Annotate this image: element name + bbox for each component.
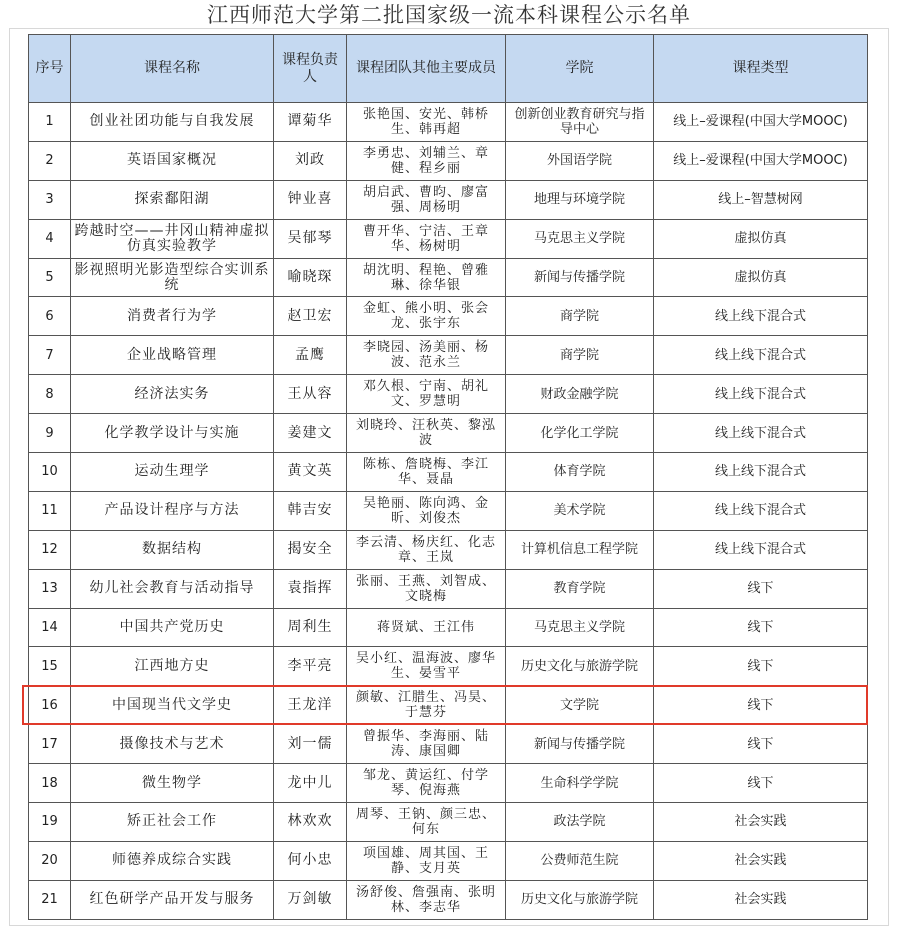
cell-index: 21 xyxy=(29,880,71,919)
cell-index: 20 xyxy=(29,841,71,880)
cell-type: 线上–爱课程(中国大学MOOC) xyxy=(654,103,868,142)
cell-leader: 周利生 xyxy=(274,608,347,647)
cell-course: 英语国家概况 xyxy=(71,141,274,180)
table-row xyxy=(29,686,868,725)
cell-type: 社会实践 xyxy=(654,841,868,880)
cell-leader: 姜建文 xyxy=(274,414,347,453)
cell-college: 商学院 xyxy=(506,336,654,375)
cell-college: 生命科学学院 xyxy=(506,764,654,803)
cell-course: 摄像技术与艺术 xyxy=(71,725,274,764)
cell-type: 线下 xyxy=(654,686,868,725)
header-team: 课程团队其他主要成员 xyxy=(347,35,506,103)
cell-team: 邓久根、宁南、胡礼文、罗慧明 xyxy=(347,375,506,414)
table-row xyxy=(29,803,868,842)
table-row xyxy=(29,530,868,569)
cell-team: 周琴、王钠、颜三忠、何东 xyxy=(347,803,506,842)
cell-college: 商学院 xyxy=(506,297,654,336)
cell-team: 胡启武、曹昀、廖富强、周杨明 xyxy=(347,180,506,219)
cell-college: 外国语学院 xyxy=(506,141,654,180)
cell-type: 线下 xyxy=(654,608,868,647)
table-row xyxy=(29,647,868,686)
cell-college: 化学化工学院 xyxy=(506,414,654,453)
cell-leader: 刘政 xyxy=(274,141,347,180)
table-row xyxy=(29,569,868,608)
cell-team: 汤舒俊、詹强南、张明林、李志华 xyxy=(347,880,506,919)
cell-type: 线上线下混合式 xyxy=(654,375,868,414)
table-row xyxy=(29,414,868,453)
cell-course: 江西地方史 xyxy=(71,647,274,686)
cell-leader: 龙中儿 xyxy=(274,764,347,803)
cell-leader: 万剑敏 xyxy=(274,880,347,919)
cell-leader: 揭安全 xyxy=(274,530,347,569)
cell-index: 13 xyxy=(29,569,71,608)
cell-course: 中国现当代文学史 xyxy=(71,686,274,725)
cell-index: 10 xyxy=(29,453,71,492)
header-type: 课程类型 xyxy=(654,35,868,103)
cell-leader: 何小忠 xyxy=(274,841,347,880)
cell-index: 14 xyxy=(29,608,71,647)
cell-leader: 孟鹰 xyxy=(274,336,347,375)
table-row xyxy=(29,375,868,414)
cell-college: 教育学院 xyxy=(506,569,654,608)
cell-type: 线上–智慧树网 xyxy=(654,180,868,219)
cell-type: 线上线下混合式 xyxy=(654,414,868,453)
cell-course: 红色研学产品开发与服务 xyxy=(71,880,274,919)
cell-course: 消费者行为学 xyxy=(71,297,274,336)
cell-type: 线下 xyxy=(654,764,868,803)
page-title: 江西师范大学第二批国家级一流本科课程公示名单 xyxy=(207,3,691,27)
cell-leader: 李平亮 xyxy=(274,647,347,686)
cell-leader: 吴郁琴 xyxy=(274,219,347,258)
cell-index: 8 xyxy=(29,375,71,414)
cell-index: 1 xyxy=(29,103,71,142)
cell-course: 影视照明光影造型综合实训系统 xyxy=(71,258,274,297)
cell-index: 6 xyxy=(29,297,71,336)
header-course: 课程名称 xyxy=(71,35,274,103)
cell-leader: 林欢欢 xyxy=(274,803,347,842)
cell-type: 线下 xyxy=(654,569,868,608)
cell-college: 历史文化与旅游学院 xyxy=(506,647,654,686)
cell-team: 金虹、熊小明、张会龙、张宇东 xyxy=(347,297,506,336)
table-row xyxy=(29,841,868,880)
cell-course: 化学教学设计与实施 xyxy=(71,414,274,453)
course-table xyxy=(28,34,868,920)
table-row xyxy=(29,180,868,219)
cell-type: 线下 xyxy=(654,647,868,686)
table-row xyxy=(29,258,868,297)
table-row xyxy=(29,141,868,180)
cell-type: 线上线下混合式 xyxy=(654,453,868,492)
cell-college: 新闻与传播学院 xyxy=(506,725,654,764)
cell-team: 颜敏、江腊生、冯昊、于慧芬 xyxy=(347,686,506,725)
cell-college: 公费师范生院 xyxy=(506,841,654,880)
cell-college: 财政金融学院 xyxy=(506,375,654,414)
cell-leader: 喻晓琛 xyxy=(274,258,347,297)
cell-course: 探索鄱阳湖 xyxy=(71,180,274,219)
cell-course: 运动生理学 xyxy=(71,453,274,492)
cell-index: 15 xyxy=(29,647,71,686)
header-college: 学院 xyxy=(506,35,654,103)
cell-college: 美术学院 xyxy=(506,491,654,530)
cell-team: 李云清、杨庆红、化志章、王岚 xyxy=(347,530,506,569)
cell-course: 创业社团功能与自我发展 xyxy=(71,103,274,142)
cell-index: 17 xyxy=(29,725,71,764)
cell-course: 微生物学 xyxy=(71,764,274,803)
table-header-row xyxy=(29,35,868,103)
cell-college: 政法学院 xyxy=(506,803,654,842)
cell-college: 历史文化与旅游学院 xyxy=(506,880,654,919)
cell-team: 刘晓玲、汪秋英、黎泓波 xyxy=(347,414,506,453)
cell-index: 3 xyxy=(29,180,71,219)
cell-team: 邹龙、黄运红、付学琴、倪海燕 xyxy=(347,764,506,803)
cell-type: 社会实践 xyxy=(654,803,868,842)
cell-index: 7 xyxy=(29,336,71,375)
cell-type: 线下 xyxy=(654,725,868,764)
cell-course: 产品设计程序与方法 xyxy=(71,491,274,530)
cell-course: 经济法实务 xyxy=(71,375,274,414)
cell-team: 项国雄、周其国、王静、支月英 xyxy=(347,841,506,880)
cell-college: 马克思主义学院 xyxy=(506,219,654,258)
cell-course: 企业战略管理 xyxy=(71,336,274,375)
table-row xyxy=(29,764,868,803)
header-index: 序号 xyxy=(29,35,71,103)
table-row xyxy=(29,608,868,647)
cell-team: 曹开华、宁洁、王章华、杨树明 xyxy=(347,219,506,258)
cell-college: 新闻与传播学院 xyxy=(506,258,654,297)
cell-type: 线上线下混合式 xyxy=(654,530,868,569)
cell-team: 张艳国、安光、韩桥生、韩再超 xyxy=(347,103,506,142)
cell-team: 李晓园、汤美丽、杨波、范永兰 xyxy=(347,336,506,375)
cell-leader: 袁指挥 xyxy=(274,569,347,608)
cell-type: 线上线下混合式 xyxy=(654,491,868,530)
cell-type: 线上线下混合式 xyxy=(654,336,868,375)
cell-leader: 谭菊华 xyxy=(274,103,347,142)
cell-team: 李勇忠、刘辅兰、章健、程乡丽 xyxy=(347,141,506,180)
cell-type: 虚拟仿真 xyxy=(654,219,868,258)
cell-type: 社会实践 xyxy=(654,880,868,919)
cell-leader: 韩吉安 xyxy=(274,491,347,530)
cell-course: 幼儿社会教育与活动指导 xyxy=(71,569,274,608)
cell-college: 创新创业教育研究与指导中心 xyxy=(506,103,654,142)
cell-index: 12 xyxy=(29,530,71,569)
table-row xyxy=(29,336,868,375)
cell-college: 体育学院 xyxy=(506,453,654,492)
cell-course: 师德养成综合实践 xyxy=(71,841,274,880)
cell-index: 4 xyxy=(29,219,71,258)
table-row xyxy=(29,297,868,336)
cell-team: 陈栋、詹晓梅、李江华、聂晶 xyxy=(347,453,506,492)
table-row xyxy=(29,103,868,142)
table-row xyxy=(29,453,868,492)
cell-leader: 王从容 xyxy=(274,375,347,414)
table-row xyxy=(29,725,868,764)
cell-team: 吴艳丽、陈向鸿、金昕、刘俊杰 xyxy=(347,491,506,530)
cell-team: 胡沈明、程艳、曾雅琳、徐华银 xyxy=(347,258,506,297)
cell-leader: 赵卫宏 xyxy=(274,297,347,336)
cell-index: 18 xyxy=(29,764,71,803)
cell-course: 数据结构 xyxy=(71,530,274,569)
header-leader: 课程负责人 xyxy=(274,35,347,103)
cell-course: 矫正社会工作 xyxy=(71,803,274,842)
cell-course: 跨越时空——井冈山精神虚拟仿真实验教学 xyxy=(71,219,274,258)
cell-college: 文学院 xyxy=(506,686,654,725)
cell-index: 5 xyxy=(29,258,71,297)
cell-leader: 黄文英 xyxy=(274,453,347,492)
cell-team: 曾振华、李海丽、陆涛、康国卿 xyxy=(347,725,506,764)
cell-type: 线上线下混合式 xyxy=(654,297,868,336)
table-row xyxy=(29,219,868,258)
cell-team: 蒋贤斌、王江伟 xyxy=(347,608,506,647)
cell-index: 11 xyxy=(29,491,71,530)
cell-index: 2 xyxy=(29,141,71,180)
cell-team: 吴小红、温海波、廖华生、晏雪平 xyxy=(347,647,506,686)
cell-index: 19 xyxy=(29,803,71,842)
cell-leader: 王龙洋 xyxy=(274,686,347,725)
cell-type: 虚拟仿真 xyxy=(654,258,868,297)
cell-leader: 钟业喜 xyxy=(274,180,347,219)
cell-index: 9 xyxy=(29,414,71,453)
table-row xyxy=(29,880,868,919)
cell-leader: 刘一儒 xyxy=(274,725,347,764)
cell-index: 16 xyxy=(29,686,71,725)
cell-course: 中国共产党历史 xyxy=(71,608,274,647)
cell-college: 马克思主义学院 xyxy=(506,608,654,647)
cell-type: 线上–爱课程(中国大学MOOC) xyxy=(654,141,868,180)
cell-college: 计算机信息工程学院 xyxy=(506,530,654,569)
cell-college: 地理与环境学院 xyxy=(506,180,654,219)
table-row xyxy=(29,491,868,530)
cell-team: 张丽、王燕、刘智成、文晓梅 xyxy=(347,569,506,608)
